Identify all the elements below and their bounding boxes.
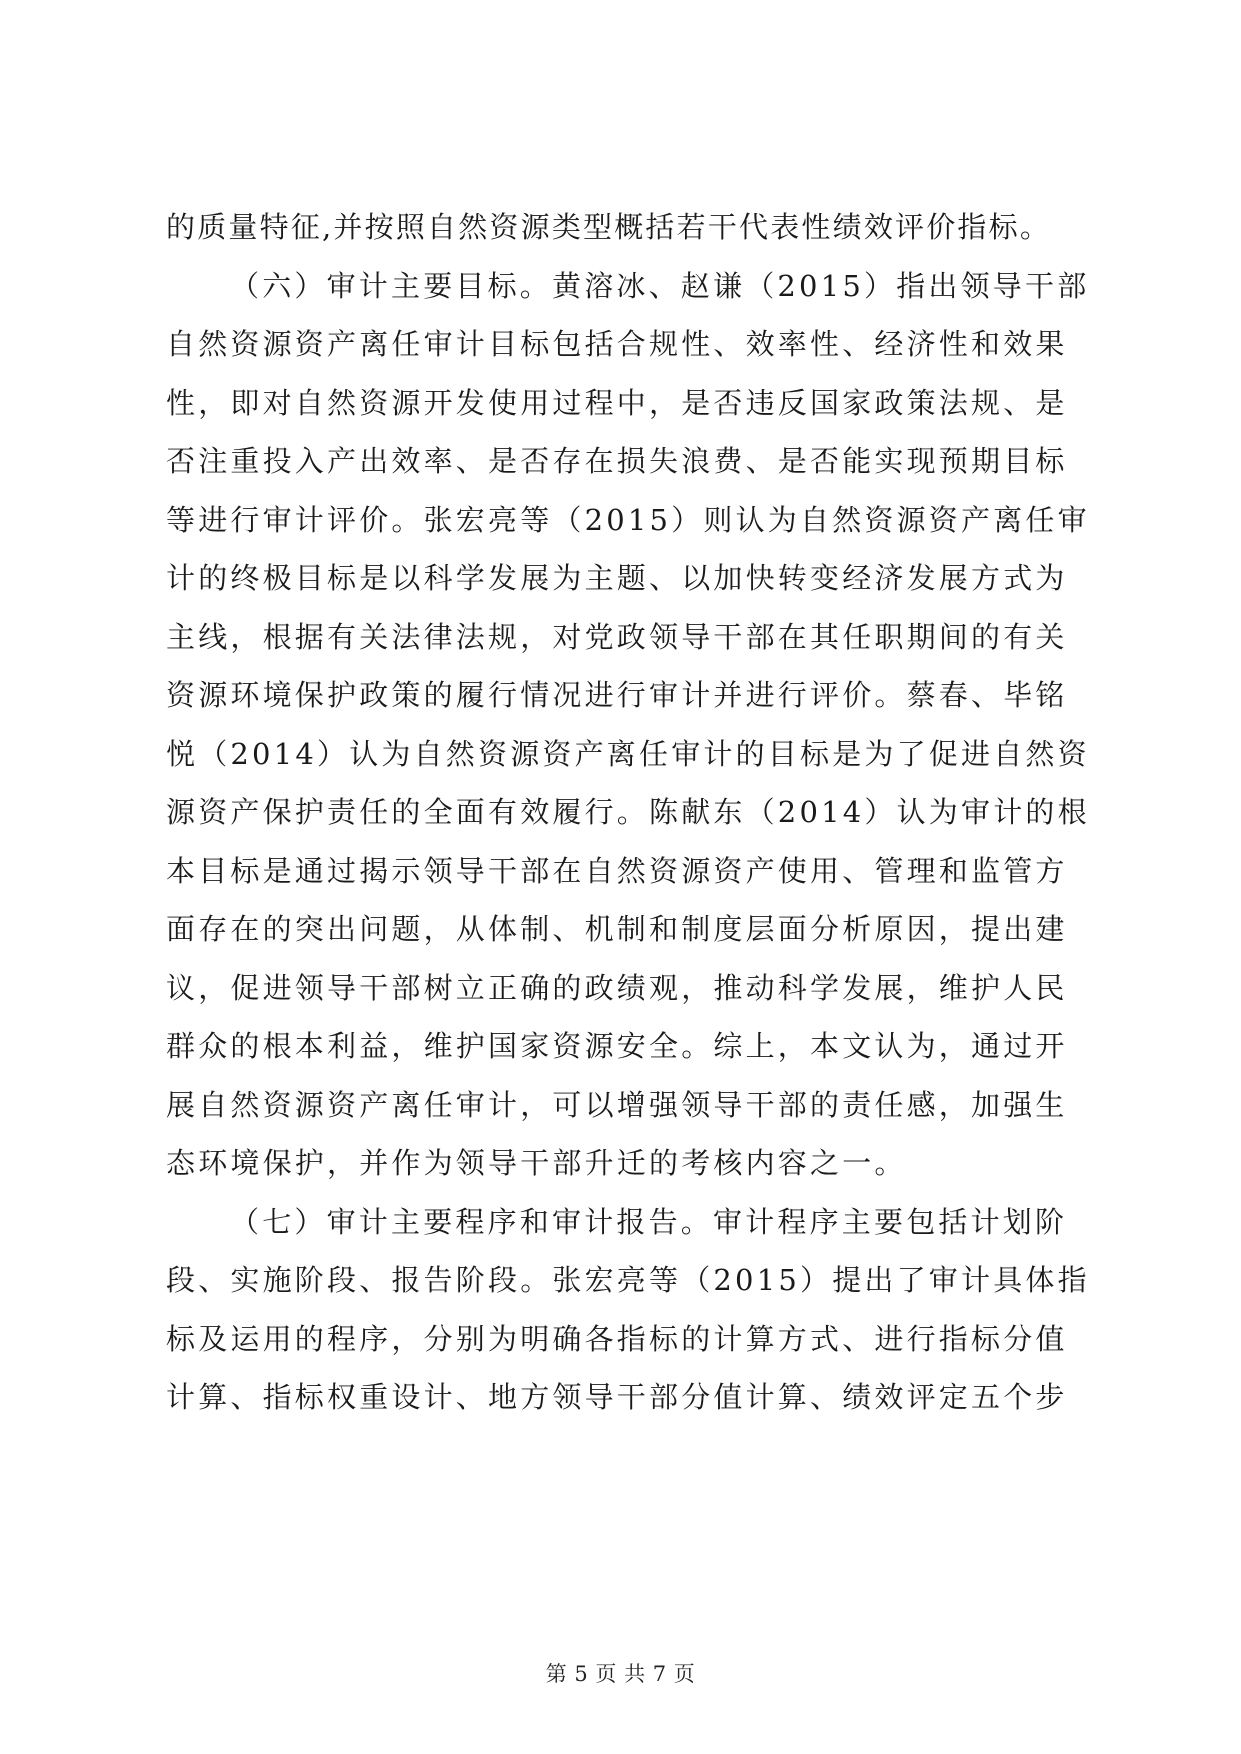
text-line: 议，促进领导干部树立正确的政绩观，推动科学发展，维护人民 [166,970,1068,1005]
text-line: 主线，根据有关法律法规，对党政领导干部在其任职期间的有关 [166,619,1068,654]
text-line: 本目标是通过揭示领导干部在自然资源资产使用、管理和监管方 [166,853,1068,888]
text-line: 展自然资源资产离任审计，可以增强领导干部的责任感，加强生 [166,1087,1068,1122]
text-line: 性，即对自然资源开发使用过程中，是否违反国家政策法规、是 [166,385,1068,420]
text-line: 计算、指标权重设计、地方领导干部分值计算、绩效评定五个步 [166,1380,1068,1414]
text-line: 标及运用的程序，分别为明确各指标的计算方式、进行指标分值 [166,1321,1068,1356]
text-line: 段、实施阶段、报告阶段。张宏亮等（2015）提出了审计具体指 [166,1263,1090,1297]
text-line: 自然资源资产离任审计目标包括合规性、效率性、经济性和效果 [166,327,1068,361]
text-line: 面存在的突出问题，从体制、机制和制度层面分析原因，提出建 [166,912,1068,946]
text-line: 资源环境保护政策的履行情况进行审计并进行评价。蔡春、毕铭 [166,678,1068,712]
section-6-heading-line: （六）审计主要目标。黄溶冰、赵谦（2015）指出领导干部 [230,268,1090,303]
document-body [166,198,1090,1427]
text-line: 否注重投入产出效率、是否存在损失浪费、是否能实现预期目标 [166,444,1068,478]
text-line: 悦（2014）认为自然资源资产离任审计的目标是为了促进自然资 [166,736,1090,771]
text-line: 的质量特征,并按照自然资源类型概括若干代表性绩效评价指标。 [166,210,1052,244]
text-line: 群众的根本利益，维护国家资源安全。综上，本文认为，通过开 [166,1029,1068,1063]
text-line: 源资产保护责任的全面有效履行。陈献东（2014）认为审计的根 [166,795,1090,829]
section-7-heading-line: （七）审计主要程序和审计报告。审计程序主要包括计划阶 [230,1204,1068,1239]
page-footer: 第 5 页 共 7 页 [545,1662,696,1686]
text-line: 计的终极目标是以科学发展为主题、以加快转变经济发展方式为 [166,561,1068,595]
text-line: 等进行审计评价。张宏亮等（2015）则认为自然资源资产离任审 [166,502,1090,537]
text-line: 态环境保护，并作为领导干部升迁的考核内容之一。 [166,1146,907,1180]
